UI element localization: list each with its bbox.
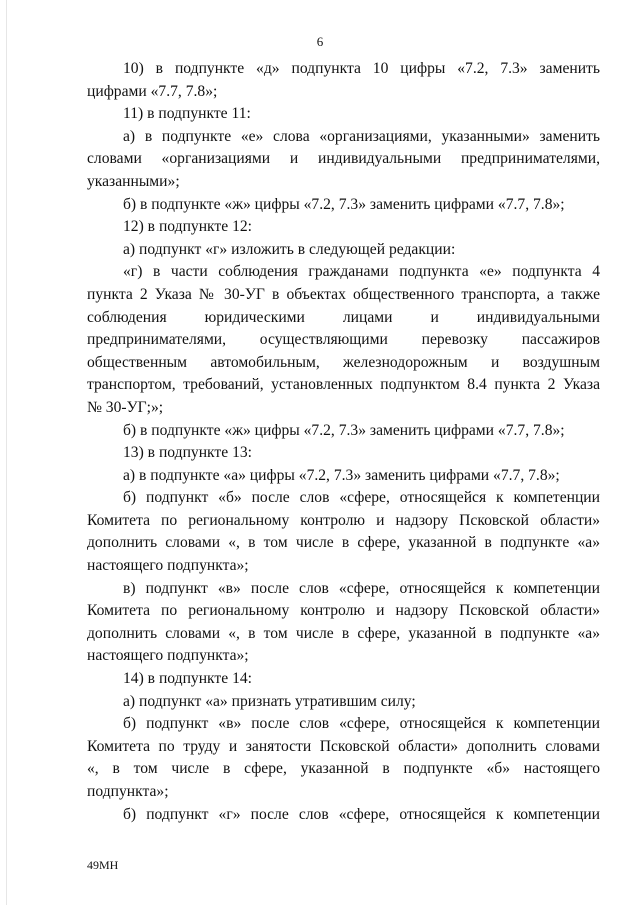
text-line: предпринимателями, осуществляющими перевозку пассажиров (87, 331, 600, 349)
paragraph (87, 239, 600, 262)
paragraph (87, 668, 600, 691)
text-line: 13) в подпункте 13: (123, 444, 252, 462)
text-line: а) подпункт «г» изложить в следующей редакции: (123, 240, 456, 258)
paragraph (87, 487, 600, 577)
text-line: а) подпункт «а» признать утратившим силу; (123, 692, 416, 710)
text-line: а) в подпункте «а» цифры «7.2, 7.3» заменить цифрами «7.7, 7.8»; (123, 466, 560, 484)
document-body (87, 58, 600, 826)
text-line: подпункта»; (87, 783, 169, 800)
paragraph (87, 691, 600, 714)
paragraph (87, 713, 600, 803)
paragraph (87, 126, 600, 194)
page-number: 6 (316, 34, 324, 49)
text-line: 11) в подпункте 11: (123, 105, 251, 123)
paragraph (87, 465, 600, 488)
text-line: б) подпункт «г» после слов «сфере, относящейся к компетенции (123, 805, 600, 823)
text-line: Комитета по региональному контролю и надзору Псковской области» (87, 511, 600, 529)
scan-edge (6, 0, 7, 905)
text-line: «г) в части соблюдения гражданами подпункта «е» подпункта 4 (123, 263, 600, 281)
footer-code: 49МН (87, 858, 119, 872)
text-line: в) подпункт «в» после слов «сфере, относящейся к компетенции (123, 579, 600, 597)
text-line: б) подпункт «в» после слов «сфере, относящейся к компетенции (123, 715, 600, 733)
text-line: 12) в подпункте 12: (123, 218, 252, 236)
text-line: б) подпункт «б» после слов «сфере, относящейся к компетенции (123, 489, 600, 507)
text-line: общественным автомобильным, железнодорожным и воздушным (87, 353, 600, 371)
text-line: настоящего подпункта»; (87, 557, 249, 575)
text-line: настоящего подпункта»; (87, 647, 249, 665)
text-line: соблюдения юридическими лицами и индивидуальными (87, 308, 600, 326)
paragraph (87, 58, 600, 103)
text-line: 14) в подпункте 14: (123, 670, 252, 688)
text-line: словами «организациями и индивидуальными предпринимателями, (87, 150, 600, 168)
paragraph (87, 194, 600, 217)
paragraph (87, 216, 600, 239)
paragraph (87, 804, 600, 827)
text-line: указанными»; (87, 172, 180, 190)
text-line: «, в том числе в сфере, указанной в подпункте «б» настоящего (87, 760, 600, 778)
text-line: а) в подпункте «е» слова «организациями, указанными» заменить (123, 127, 600, 145)
paragraph (87, 103, 600, 126)
text-line: дополнить словами «, в том числе в сфере, указанной в подпункте «а» (87, 624, 600, 642)
text-line: пункта 2 Указа № 30-УГ в объектах общественного транспорта, а также (87, 285, 600, 303)
text-line: транспортом, требований, установленных подпунктом 8.4 пункта 2 Указа (87, 376, 600, 394)
paragraph (87, 261, 600, 419)
text-line: № 30-УГ;»; (87, 398, 164, 416)
text-line: Комитета по региональному контролю и надзору Псковской области» (87, 602, 600, 620)
text-line: 10) в подпункте «д» подпункта 10 цифры «7.2, 7.3» заменить (123, 60, 600, 77)
text-line: б) в подпункте «ж» цифры «7.2, 7.3» заменить цифрами «7.7, 7.8»; (123, 195, 565, 213)
text-line: б) в подпункте «ж» цифры «7.2, 7.3» заменить цифрами «7.7, 7.8»; (123, 421, 565, 439)
text-line: Комитета по труду и занятости Псковской области» дополнить словами (87, 737, 600, 755)
text-line: цифрами «7.7, 7.8»; (87, 82, 218, 100)
text-line: дополнить словами «, в том числе в сфере, указанной в подпункте «а» (87, 534, 600, 552)
paragraph (87, 578, 600, 668)
paragraph (87, 442, 600, 465)
paragraph (87, 420, 600, 443)
